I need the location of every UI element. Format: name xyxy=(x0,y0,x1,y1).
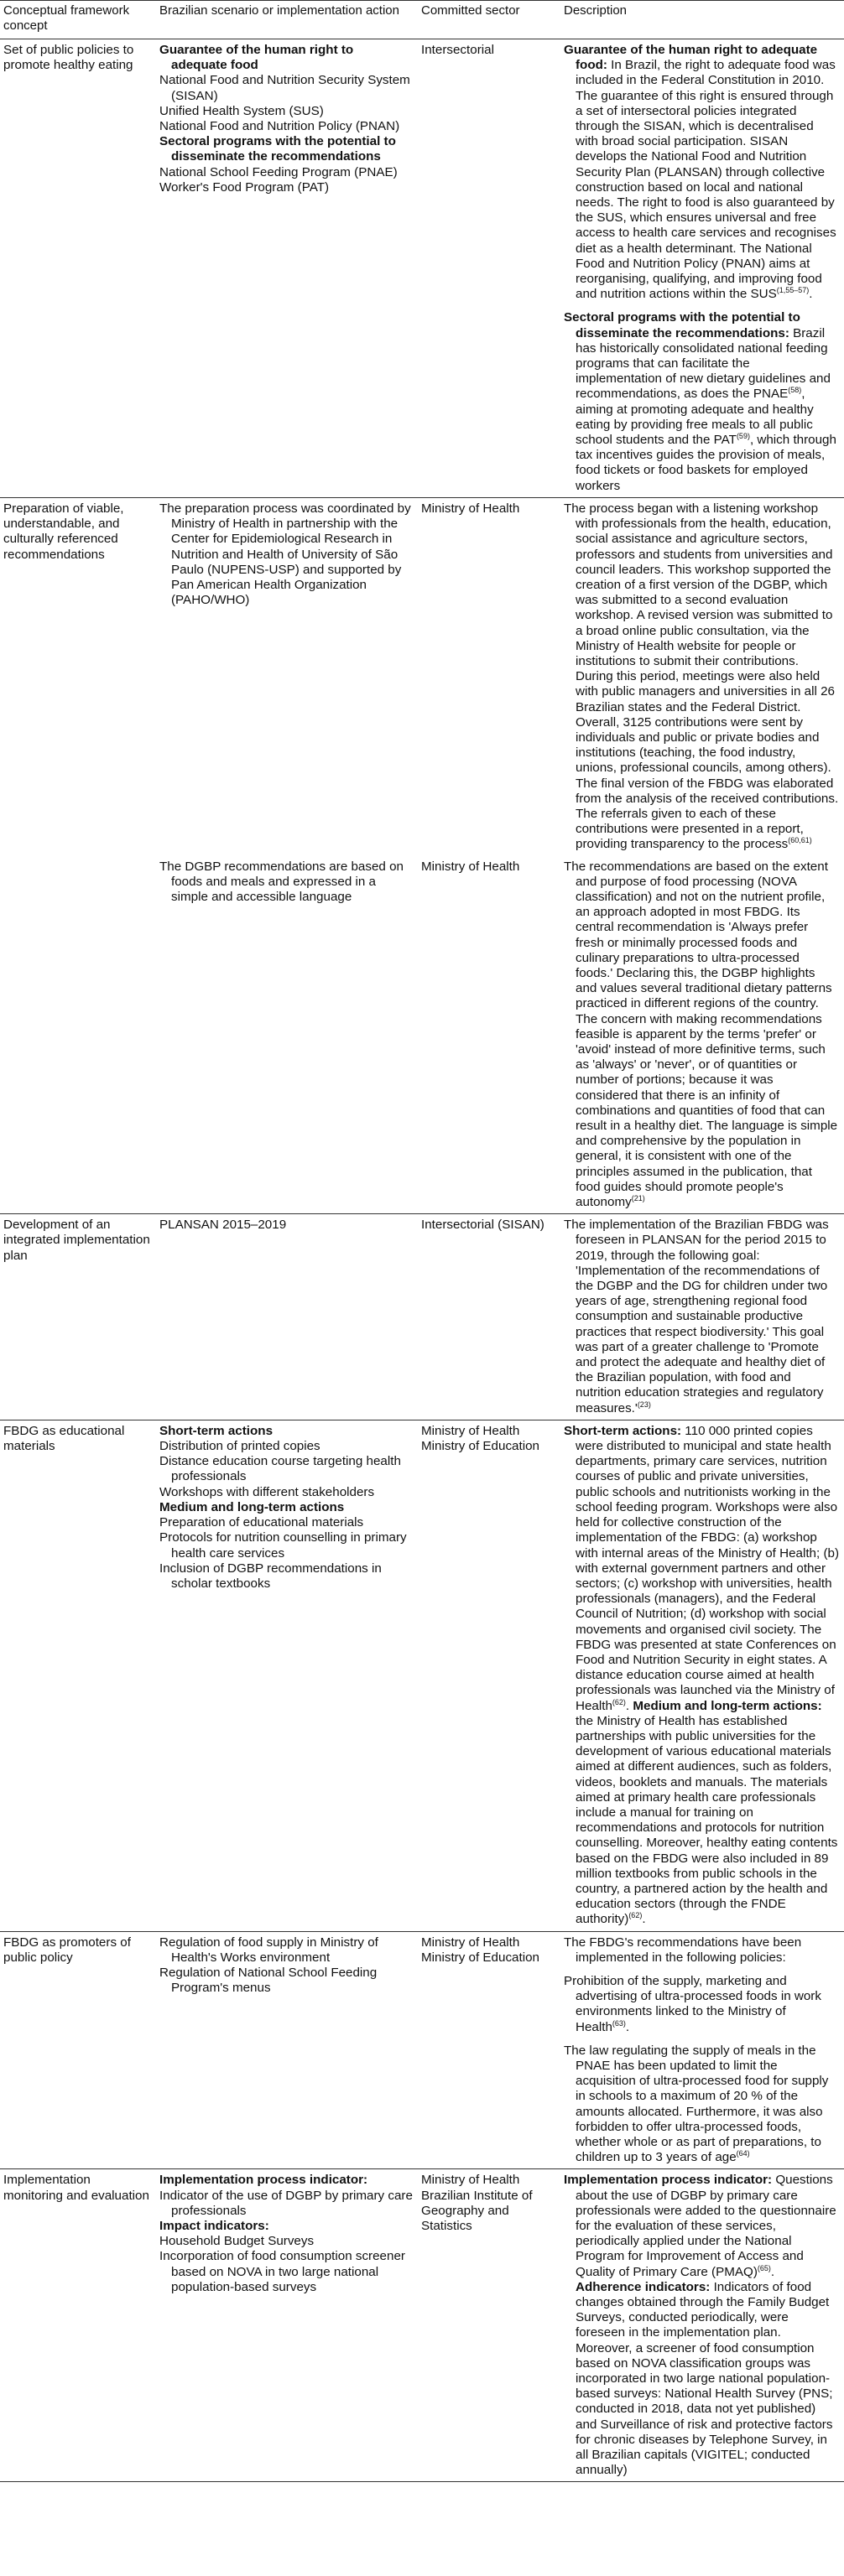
sector-item: Intersectorial xyxy=(421,43,494,57)
description-paragraph xyxy=(564,1424,839,1928)
description-sup2: (59) xyxy=(736,432,750,441)
action-item: National Food and Nutrition Security System (SISAN) xyxy=(159,73,410,103)
sector-item: Ministry of Education xyxy=(421,1439,539,1454)
description-sup: (21) xyxy=(631,1193,645,1202)
table-row xyxy=(0,497,844,855)
description-sup: (63) xyxy=(612,2018,626,2028)
sector-cell xyxy=(418,497,560,855)
concept-cell: Set of public policies to promote healthy eating xyxy=(3,43,134,73)
action-item: National Food and Nutrition Policy (PNAN) xyxy=(159,119,400,134)
action-item: Distribution of printed copies xyxy=(159,1439,320,1454)
sector-item: Ministry of Health xyxy=(421,1423,520,1438)
header-description: Description xyxy=(560,1,844,39)
action-item: Sectoral programs with the potential to disseminate the recommendations xyxy=(159,134,396,164)
description-text: The recommendations are based on the extent and purpose of food processing (NOVA classification) and not on the nutrient profile, an approach adopted in most FBDG. Its central recommendation is 'Always prefer fresh or minimally processed foods and culinary preparations to ultra-processed foods.' Declaring this, the DGBP highlights and values several traditional dietary patterns practiced in different regions of the country. The concern with making recommendations feasible is apparent by the terms 'prefer' or 'avoid' instead of more definitive terms, such as 'always' or 'never', or of quantities or number of portions; because it was considered that there is an infinity of combinations and quantities of food that can result in a healthy diet. The language is simple and comprehensive by the population in general, it is consistent with one of the principles assumed in the publication, that food guides should promote people's autonomy xyxy=(564,859,838,1210)
description-cell xyxy=(560,1214,844,1420)
table-row xyxy=(0,2169,844,2482)
action-item: The DGBP recommendations are based on foods and meals and expressed in a simple and accessible language xyxy=(159,859,404,904)
action-item: Guarantee of the human right to adequate food xyxy=(159,43,354,73)
description-cell xyxy=(560,497,844,855)
description-paragraph xyxy=(564,1935,839,1966)
description-paragraph xyxy=(564,860,839,1211)
description-paragraph xyxy=(564,43,839,302)
sector-item: Brazilian Institute of Geography and Statistics xyxy=(421,2188,533,2234)
action-item: Workshops with different stakeholders xyxy=(159,1484,375,1499)
sector-item: Ministry of Health xyxy=(421,501,520,516)
description-text: Prohibition of the supply, marketing and advertising of ultra-processed foods in work environments linked to the Ministry of Health xyxy=(564,1973,821,2034)
description-lead: Implementation process indicator: xyxy=(564,2173,773,2188)
description-cell xyxy=(560,1931,844,2169)
header-concept: Conceptual framework concept xyxy=(0,1,156,39)
action-cell xyxy=(156,497,418,855)
sector-item: Intersectorial (SISAN) xyxy=(421,1218,544,1233)
description-text: The implementation of the Brazilian FBDG was foreseen in PLANSAN for the period 2015 to 2019, through the following goal: 'Implementation of the recommendations of the DGBP and the DG for children under two years of age, strengthening regional food consumption and sustainable productive practices that respect biodiversity.' This goal was part of a greater challenge to 'Promote and protect the adequate and healthy diet of the Brazilian population, with food and nutrition education strategies and regulatory measures.' xyxy=(564,1218,829,1415)
description-sup: (60,61) xyxy=(788,836,812,845)
sector-item: Ministry of Health xyxy=(421,2173,520,2188)
description-tail: . xyxy=(770,2264,775,2279)
description-sup: (58) xyxy=(788,386,802,395)
sector-cell xyxy=(418,1931,560,2169)
description-text2: the Ministry of Health has established partnerships with public universities for the development of various educational materials aimed at different audiences, such as folders, videos, booklets and manuals. The materials aimed at primary health care professionals include a manual for training on recommendations and protocols for nutrition counselling. Moreover, healthy eating contents based on the FBDG were also included in 89 million textbooks from public schools in the country, a partnered action by the health and education sectors (through the FNDE authority) xyxy=(576,1713,838,1927)
description-lead: Guarantee of the human right to adequate food: xyxy=(564,43,818,73)
description-sup2: (62) xyxy=(628,1911,643,1920)
sector-cell xyxy=(418,1420,560,1931)
action-item: Impact indicators: xyxy=(159,2219,269,2234)
description-sup: (62) xyxy=(612,1697,626,1706)
concept-cell: Implementation monitoring and evaluation xyxy=(0,2169,156,2482)
description-paragraph xyxy=(564,2044,839,2166)
concept-cell: Development of an integrated implementation plan xyxy=(0,1214,156,1420)
action-item: National School Feeding Program (PNAE) xyxy=(159,164,398,179)
description-lead2: Medium and long-term actions: xyxy=(633,1698,822,1713)
description-lead: Short-term actions: xyxy=(564,1423,682,1438)
action-item: Protocols for nutrition counselling in primary health care services xyxy=(159,1530,407,1561)
action-cell xyxy=(156,2169,418,2482)
sector-cell xyxy=(418,2169,560,2482)
table-header-row xyxy=(0,1,844,39)
action-item: Inclusion of DGBP recommendations in scholar textbooks xyxy=(159,1561,382,1591)
action-item: Medium and long-term actions xyxy=(159,1499,345,1514)
description-tail: . xyxy=(625,2019,630,2034)
description-paragraph xyxy=(564,1974,839,2035)
sector-item: Ministry of Health xyxy=(421,1935,520,1950)
description-cell xyxy=(560,1420,844,1931)
table-body xyxy=(0,39,844,2482)
concept-cell xyxy=(0,856,156,1214)
action-item: The preparation process was coordinated by Ministry of Health in partnership with the Center for Epidemiological Research in Nutrition and Health of University of São Paulo (NUPENS-USP) and supported by Pan American Health Organization (PAHO/WHO) xyxy=(159,501,411,608)
action-item: Household Budget Surveys xyxy=(159,2234,315,2249)
action-cell xyxy=(156,1931,418,2169)
description-lead2: Adherence indicators: xyxy=(576,2279,711,2294)
description-cell xyxy=(560,856,844,1214)
sector-cell xyxy=(418,1214,560,1420)
description-paragraph xyxy=(564,501,839,853)
description-paragraph xyxy=(564,2173,839,2478)
description-tail2: , which through tax incentives guides the provision of meals, food tickets or food baskets for employed workers xyxy=(576,433,836,493)
table-row xyxy=(0,1214,844,1420)
description-tail2: . xyxy=(642,1912,646,1927)
action-cell xyxy=(156,39,418,498)
description-text: 110 000 printed copies were distributed to municipal and state health departments, primary care services, nutrition courses of public and private universities, public schools and nutritionists working in the school feeding program. Workshops were also held for collective construction of the implementation of the FBDG: (a) workshop with internal areas of the Ministry of Health; (b) with external government partners and other sectors; (c) workshop with universities, health professionals (managers), and the Federal Council of Nutrition; (d) workshop with social movements and organised civil society. The FBDG was presented at state Conferences on Food and Nutrition Security in eight states. A distance education course aimed at health professionals was launched via the Ministry of Health xyxy=(576,1423,840,1713)
description-text: The process began with a listening workshop with professionals from the health, education, social assistance and agriculture sectors, professors and students from universities and council leaders. This workshop supported the creation of a first version of the DGBP, which was submitted to a second evaluation workshop. A revised version was submitted to a broad online public consultation, via the Ministry of Health website for people or institutions to submit their contributions. During this period, meetings were also held with public managers and universities in all 26 Brazilian states and the Federal District. Overall, 3125 contributions were sent by individuals and public or private bodies and institutions (teaching, the food industry, unions, professional councils, among others). The final version of the FBDG was elaborated from the analysis of the received contributions. The referrals given to each of these contributions were presented in a report, providing transparency to the process xyxy=(564,501,839,852)
header-action: Brazilian scenario or implementation action xyxy=(156,1,418,39)
action-item: Indicator of the use of DGBP by primary care professionals xyxy=(159,2188,413,2218)
concept-cell: FBDG as educational materials xyxy=(0,1420,156,1931)
description-tail: . xyxy=(809,287,813,302)
table-row xyxy=(0,1931,844,2169)
action-item: PLANSAN 2015–2019 xyxy=(159,1218,287,1233)
description-paragraph xyxy=(564,310,839,493)
action-item: Short-term actions xyxy=(159,1423,274,1438)
description-tail: . xyxy=(625,1698,633,1713)
action-cell xyxy=(156,1420,418,1931)
description-text2: Indicators of food changes obtained through the Family Budget Surveys, conducted periodically, were foreseen in the implementation plan. Moreover, a screener of food consumption based on NOVA classification groups was incorporated in two large national population-based surveys: National Health Survey (PNS; conducted in 2018, data not yet published) and Surveillance of risk and protective factors for chronic diseases by Telephone Survey, in all Brazilian capitals (VIGITEL; conducted annually) xyxy=(576,2279,833,2478)
action-item: Distance education course targeting health professionals xyxy=(159,1454,401,1484)
description-tail: , aiming at promoting adequate and healthy eating by providing free meals to all public school students and the PAT xyxy=(576,387,814,448)
description-text: Brazil has historically consolidated national feeding programs that can facilitate the implementation of new dietary guidelines and recommendations, as does the PNAE xyxy=(576,325,831,402)
action-item: Unified Health System (SUS) xyxy=(159,103,324,118)
description-paragraph xyxy=(564,1218,839,1416)
action-cell xyxy=(156,856,418,1214)
description-text: Questions about the use of DGBP by primary care professionals were added to the questionnaire for the evaluation of these services, periodically applied under the National Program for Improvement of Access and Quality of Primary Care (PMAQ) xyxy=(576,2173,836,2279)
table-row xyxy=(0,39,844,498)
action-cell xyxy=(156,1214,418,1420)
description-sup: (23) xyxy=(637,1400,651,1409)
table-row xyxy=(0,856,844,1214)
action-item: Preparation of educational materials xyxy=(159,1515,364,1530)
description-cell xyxy=(560,39,844,498)
description-text: In Brazil, the right to adequate food was included in the Federal Constitution in 2010. The guarantee of this right is ensured through a set of intersectoral policies integrated through the SISAN, which is decentralised with broad social participation. SISAN develops the National Food and Nutrition Security Plan (PLANSAN) through collective construction based on local and national needs. The right to food is also guaranteed by the SUS, which ensures universal and free access to health care services and recognises diet as a health determinant. The National Food and Nutrition Policy (PNAN) aims at reorganising, qualifying, and improving food and nutrition actions within the SUS xyxy=(576,58,836,302)
concept-cell: FBDG as promoters of public policy xyxy=(0,1931,156,2169)
concept-cell: Preparation of viable, understandable, and culturally referenced recommendations xyxy=(0,497,156,855)
action-item: Regulation of food supply in Ministry of Health's Works environment xyxy=(159,1935,378,1965)
action-item: Implementation process indicator: xyxy=(159,2173,368,2188)
sector-cell xyxy=(418,39,560,498)
action-item: Regulation of National School Feeding Program's menus xyxy=(159,1965,378,1996)
description-sup: (65) xyxy=(757,2263,771,2272)
sector-item: Ministry of Education xyxy=(421,1950,539,1965)
description-sup: (1,55–57) xyxy=(776,286,810,295)
description-sup: (64) xyxy=(736,2149,750,2158)
action-item: Incorporation of food consumption screener based on NOVA in two large national population-based surveys xyxy=(159,2249,405,2294)
sector-cell xyxy=(418,856,560,1214)
sector-item: Ministry of Health xyxy=(421,859,520,874)
action-item: Worker's Food Program (PAT) xyxy=(159,179,330,195)
description-text: The FBDG's recommendations have been implemented in the following policies: xyxy=(564,1935,802,1965)
description-lead: Sectoral programs with the potential to disseminate the recommendations: xyxy=(564,310,800,340)
description-cell xyxy=(560,2169,844,2482)
header-sector: Committed sector xyxy=(418,1,560,39)
table-row xyxy=(0,1420,844,1931)
description-text: The law regulating the supply of meals in the PNAE has been updated to limit the acquisition of ultra-processed food for supply in schools to a maximum of 20 % of the amounts allocated. Furthermore, it was also forbidden to offer ultra-processed foods, whether whole or as part of preparations, to children up to 3 years of age xyxy=(564,2043,829,2165)
